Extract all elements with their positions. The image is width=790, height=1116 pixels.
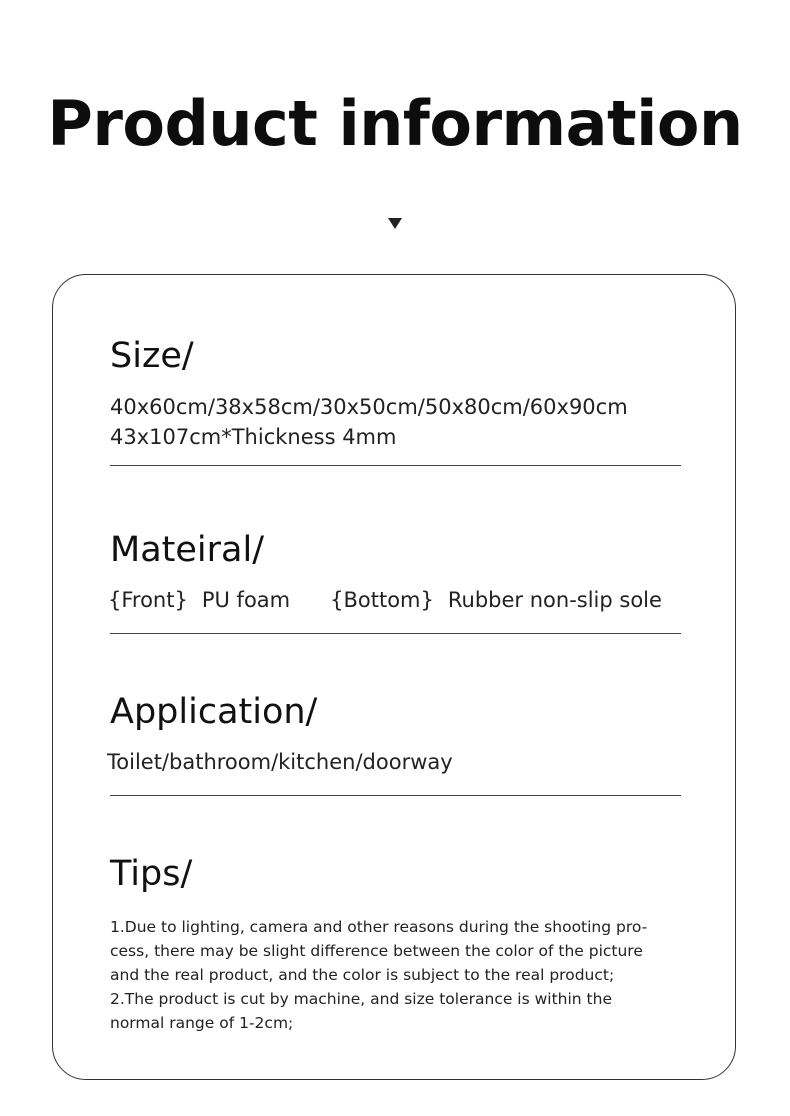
- application-divider: [110, 795, 681, 796]
- application-text: Toilet/bathroom/kitchen/doorway: [107, 750, 453, 774]
- material-heading: Mateiral/: [110, 530, 264, 570]
- size-line-2: 43x107cm*Thickness 4mm: [110, 425, 397, 449]
- size-line-1: 40x60cm/38x58cm/30x50cm/50x80cm/60x90cm: [110, 395, 628, 419]
- material-bottom-value: Rubber non-slip sole: [447, 588, 662, 612]
- size-divider: [110, 465, 681, 466]
- application-heading: Application/: [110, 692, 318, 732]
- tips-line: and the real product, and the color is subject to the real product;: [110, 966, 615, 984]
- material-front-label: {Front}: [108, 588, 188, 612]
- tips-heading: Tips/: [110, 854, 193, 894]
- size-heading: Size/: [110, 336, 194, 376]
- tips-line: 2.The product is cut by machine, and size tolerance is within the: [110, 990, 612, 1008]
- tips-line: cess, there may be slight difference between the color of the picture: [110, 942, 643, 960]
- page-title: Product information: [47, 87, 743, 160]
- material-divider: [110, 633, 681, 634]
- material-bottom-label: {Bottom}: [330, 588, 434, 612]
- tips-line: normal range of 1-2cm;: [110, 1014, 294, 1032]
- tips-line: 1.Due to lighting, camera and other reasons during the shooting pro-: [110, 918, 648, 936]
- material-line: [108, 585, 662, 615]
- material-front-value: PU foam: [201, 588, 291, 612]
- down-arrow-icon: [388, 218, 402, 229]
- tips-text: [110, 915, 682, 1035]
